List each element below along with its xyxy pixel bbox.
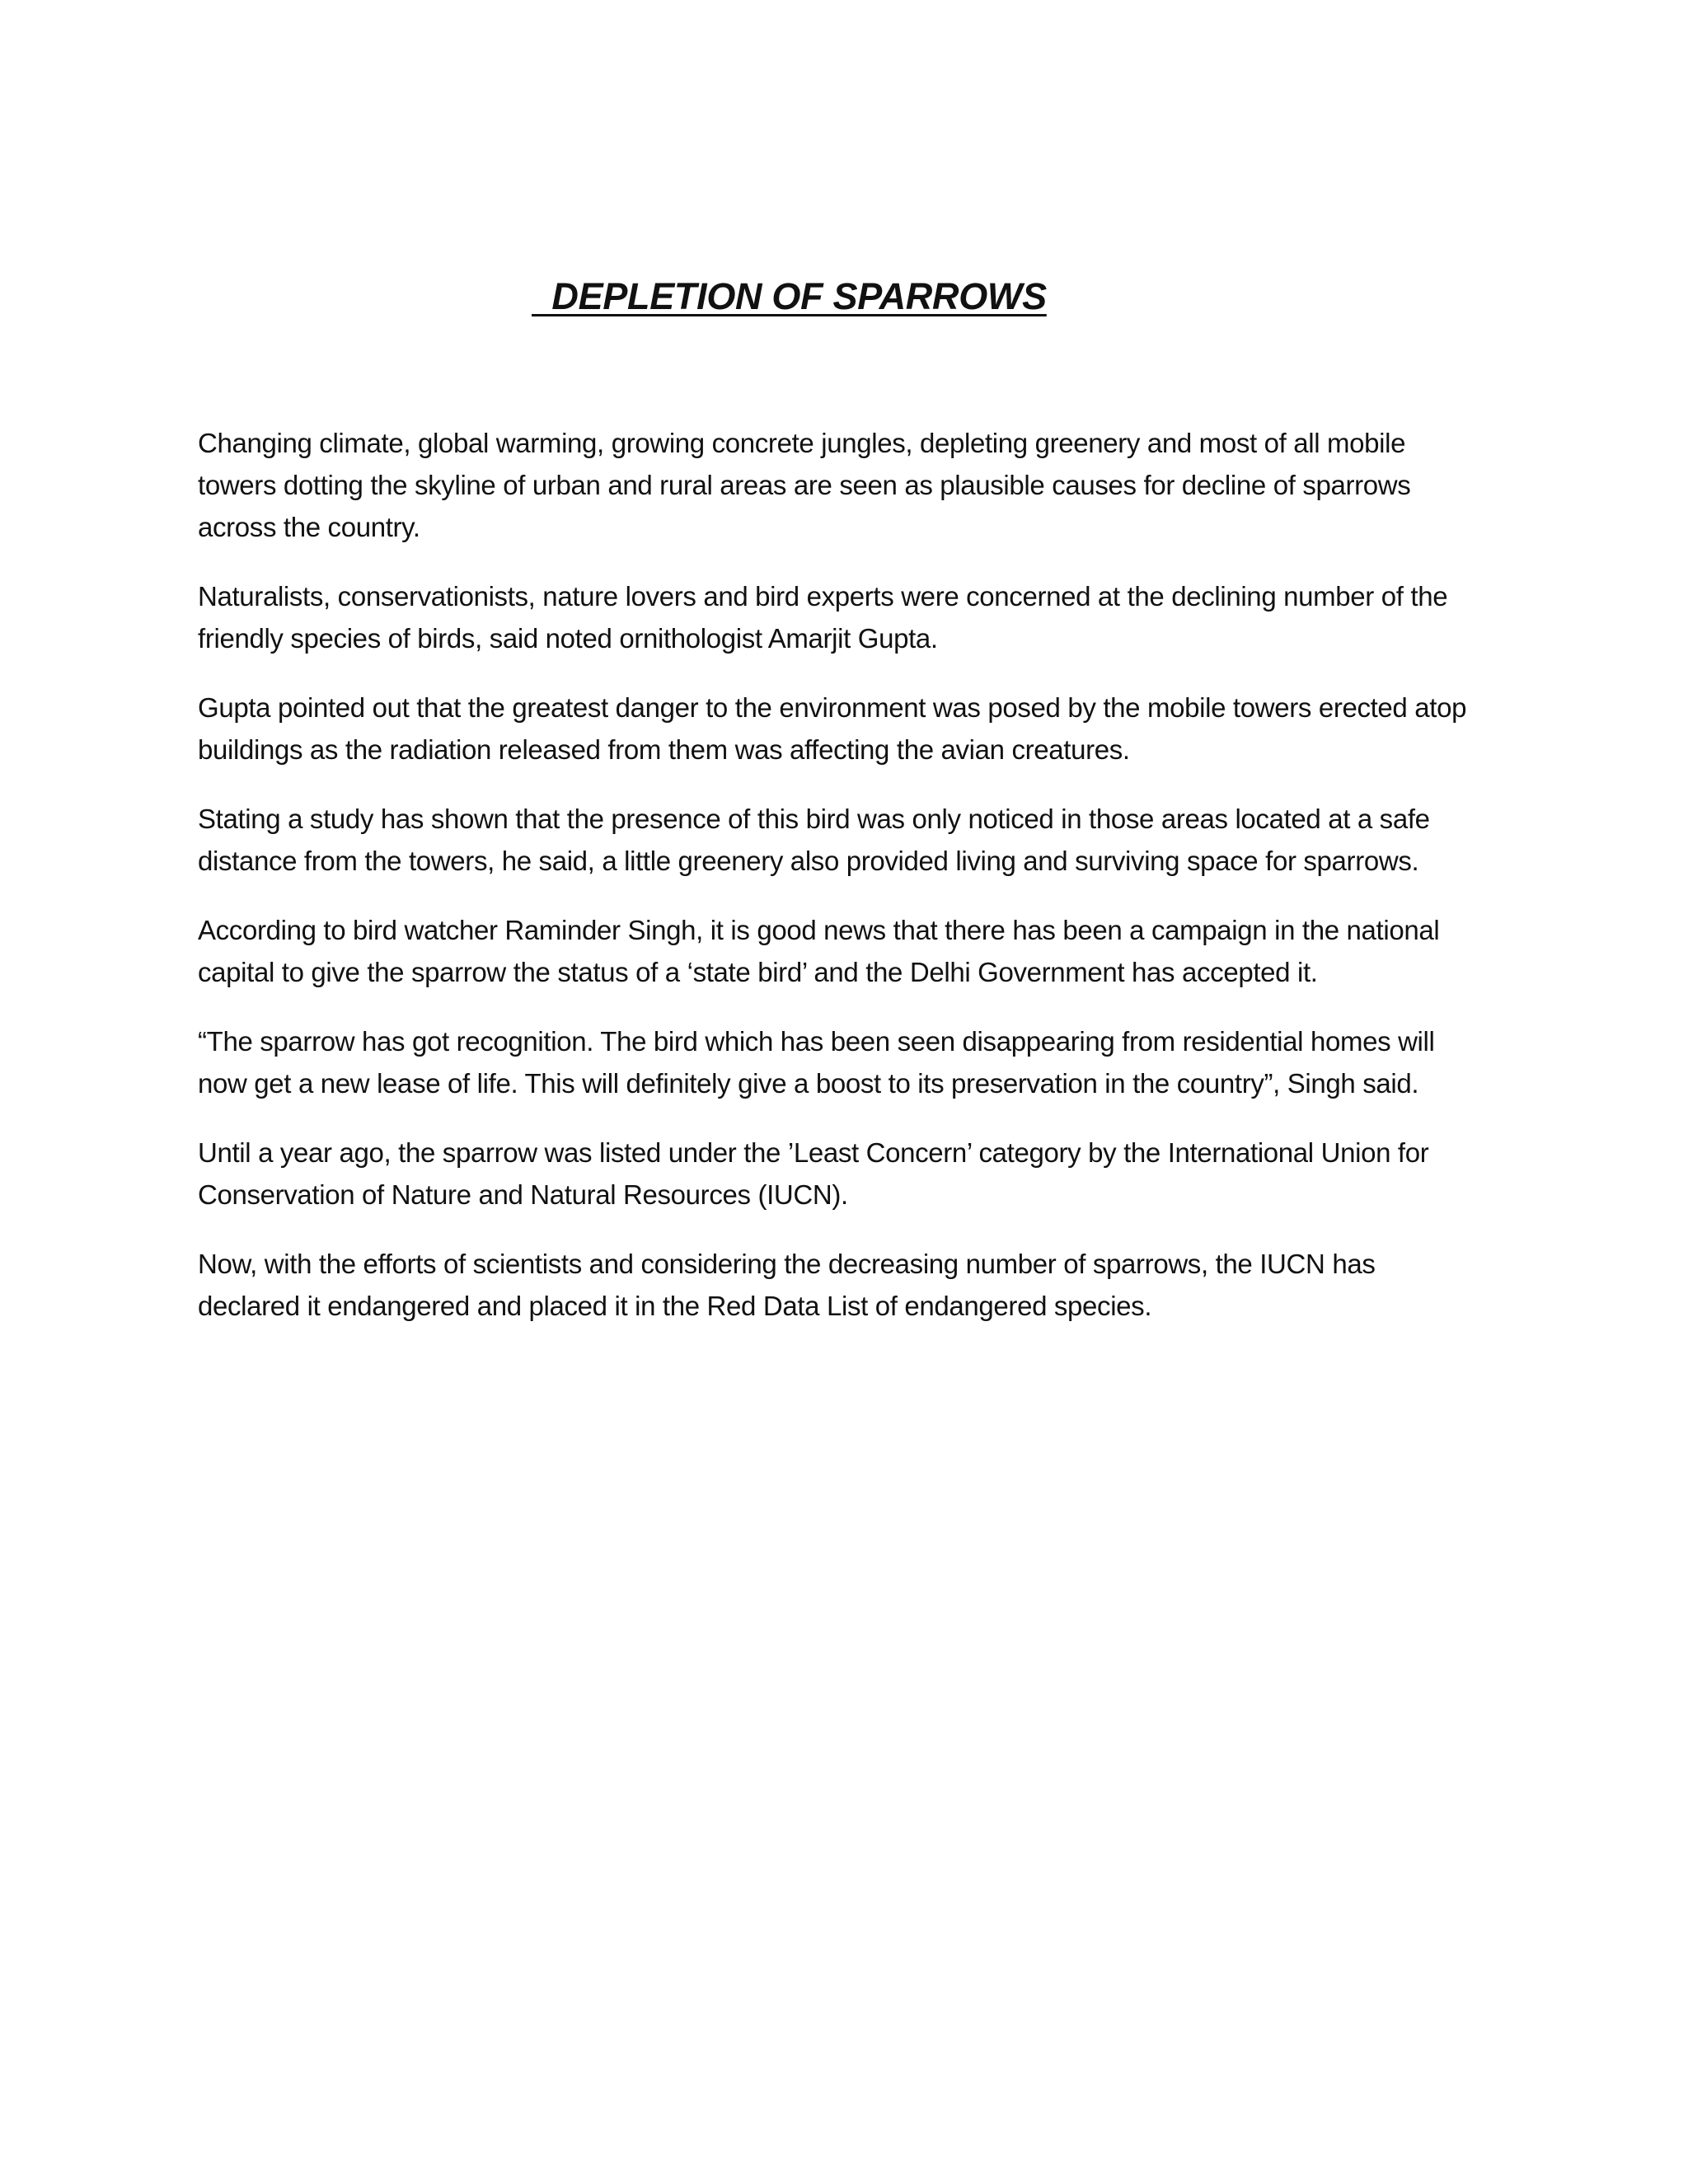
paragraph-3: Gupta pointed out that the greatest danger to the environment was posed by the mobile towers erected atop buildings as the radiation released from them was affecting the avian creatures.: [198, 692, 1467, 765]
page-title: DEPLETION OF SPARROWS: [532, 275, 1047, 317]
paragraph-2: Naturalists, conservationists, nature lovers and bird experts were concerned at the declining number of the friendly species of birds, said noted ornithologist Amarjit Gupta.: [198, 581, 1448, 654]
paragraph-1: Changing climate, global warming, growing concrete jungles, depleting greenery and most of all mobile towers dotting the skyline of urban and rural areas are seen as plausible causes for decline of sparrows across the country.: [198, 428, 1411, 542]
title-container: [532, 268, 1109, 326]
paragraph-8: Now, with the efforts of scientists and considering the decreasing number of sparrows, the IUCN has declared it endangered and placed it in the Red Data List of endangered species.: [198, 1249, 1376, 1321]
article-body: [198, 422, 1484, 1354]
paragraph-7: Until a year ago, the sparrow was listed under the ’Least Concern’ category by the International Union for Conservation of Nature and Natural Resources (IUCN).: [198, 1137, 1429, 1210]
paragraph-4: Stating a study has shown that the presence of this bird was only noticed in those areas located at a safe distance from the towers, he said, a little greenery also provided living and surviving space for sparrows.: [198, 804, 1430, 876]
paragraph-6: “The sparrow has got recognition. The bird which has been seen disappearing from residential homes will now get a new lease of life. This will definitely give a boost to its preservation in the country”, Singh said.: [198, 1026, 1435, 1099]
paragraph-5: According to bird watcher Raminder Singh, it is good news that there has been a campaign in the national capital to give the sparrow the status of a ‘state bird’ and the Delhi Government has accepted it.: [198, 915, 1440, 987]
